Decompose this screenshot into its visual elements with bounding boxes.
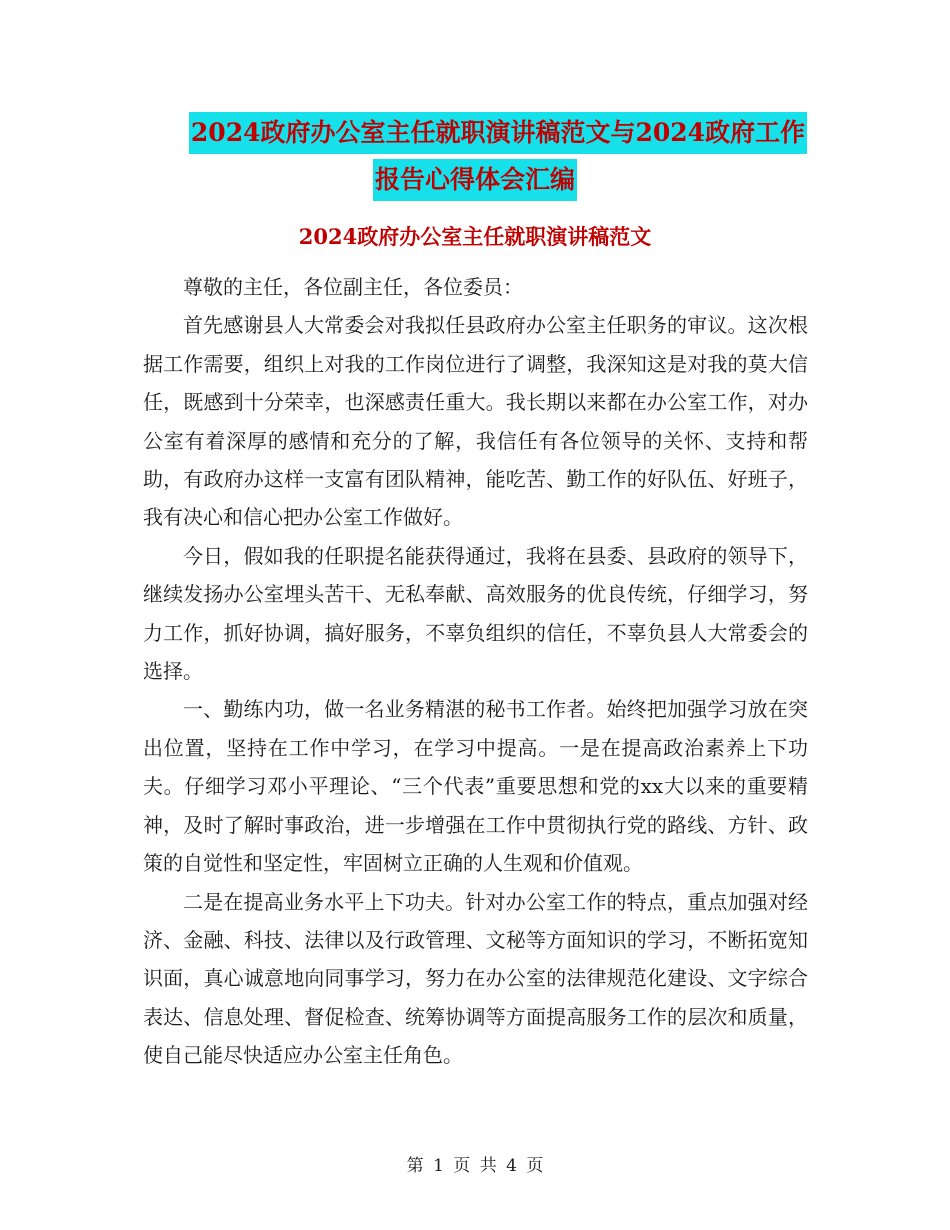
section-title: 2024政府办公室主任就职演讲稿范文: [298, 224, 652, 249]
body-paragraph: 今日，假如我的任职提名能获得通过，我将在县委、县政府的领导下，继续发扬办公室埋头苦干、无私奉献、高效服务的优良传统，仔细学习，努力工作，抓好协调，搞好服务，不辜负组织的信任，不辜负县人大常委会的选择。: [143, 543, 808, 684]
document-body: [143, 268, 808, 1075]
body-paragraph: 一、勤练内功，做一名业务精湛的秘书工作者。始终把加强学习放在突出位置，坚持在工作中学习，在学习中提高。一是在提高政治素养上下功夫。仔细学习邓小平理论、“三个代表”重要思想和党的xx大以来的重要精神，及时了解时事政治，进一步增强在工作中贯彻执行党的路线、方针、政策的自觉性和坚定性，牢固树立正确的人生观和价值观。: [143, 697, 808, 876]
document-title-line-1: 2024政府办公室主任就职演讲稿范文与2024政府工作: [189, 112, 807, 154]
salutation-paragraph: 尊敬的主任，各位副主任，各位委员：: [183, 275, 523, 299]
body-paragraph: 首先感谢县人大常委会对我拟任县政府办公室主任职务的审议。这次根据工作需要，组织上对我的工作岗位进行了调整，我深知这是对我的莫大信任，既感到十分荣幸，也深感责任重大。我长期以来都在办公室工作，对办公室有着深厚的感情和充分的了解，我信任有各位领导的关怀、支持和帮助，有政府办这样一支富有团队精神，能吃苦、勤工作的好队伍、好班子，我有决心和信心把办公室工作做好。: [143, 313, 808, 530]
document-title-line-2: 报告心得体会汇编: [373, 159, 577, 201]
document-title: [0, 112, 950, 201]
page-footer: 第 1 页 共 4 页: [406, 1156, 544, 1176]
body-paragraph: 二是在提高业务水平上下功夫。针对办公室工作的特点，重点加强对经济、金融、科技、法律以及行政管理、文秘等方面知识的学习，不断拓宽知识面，真心诚意地向同事学习，努力在办公室的法律规范化建设、文字综合表达、信息处理、督促检查、统筹协调等方面提高服务工作的层次和质量，使自己能尽快适应办公室主任角色。: [143, 889, 808, 1068]
